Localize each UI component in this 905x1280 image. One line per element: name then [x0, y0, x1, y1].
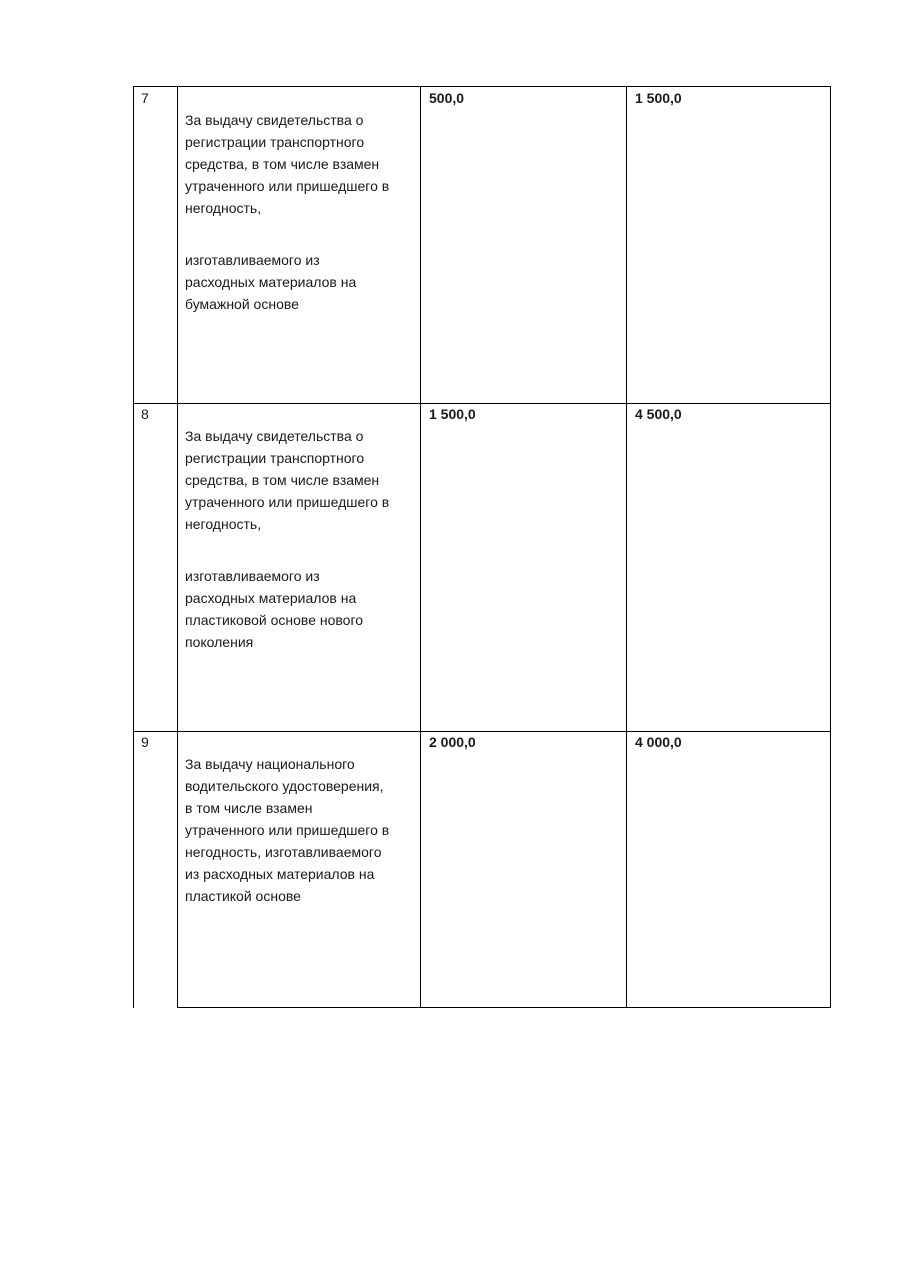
fee-value-2: 4 500,0: [635, 406, 682, 422]
description-paragraph: За выдачу свидетельства о регистрации транспортного средства, в том числе взамен утраченного или пришедшего в негодность,: [185, 112, 390, 216]
description-paragraph: изготавливаемого из расходных материалов на бумажной основе: [185, 252, 357, 312]
row-number: 7: [141, 90, 149, 106]
column-divider-2: [420, 86, 421, 1008]
row-number: 8: [141, 406, 149, 422]
row-description: [185, 731, 417, 929]
fee-value-1: 2 000,0: [429, 734, 476, 750]
column-divider-3: [626, 86, 627, 1008]
fee-value-1: 500,0: [429, 90, 465, 106]
fee-value-2: 4 000,0: [635, 734, 682, 750]
row-description: [185, 87, 417, 337]
row-description: [185, 403, 417, 675]
description-paragraph: За выдачу свидетельства о регистрации транспортного средства, в том числе взамен утраченного или пришедшего в негодность,: [185, 428, 390, 532]
fee-value-1: 1 500,0: [429, 406, 476, 422]
row-number: 9: [141, 734, 149, 750]
description-paragraph: изготавливаемого из расходных материалов на пластиковой основе нового поколения: [185, 568, 364, 650]
description-paragraph: За выдачу национального водительского удостоверения, в том числе взамен утраченного или пришедшего в негодность, изготавливаемого из расходных материалов на пластикой основе: [185, 756, 390, 904]
table-bottom-border: [177, 1007, 831, 1008]
table-right-border: [830, 86, 831, 1008]
table-left-border: [133, 86, 134, 1008]
fee-value-2: 1 500,0: [635, 90, 682, 106]
column-divider-1: [177, 86, 178, 1008]
